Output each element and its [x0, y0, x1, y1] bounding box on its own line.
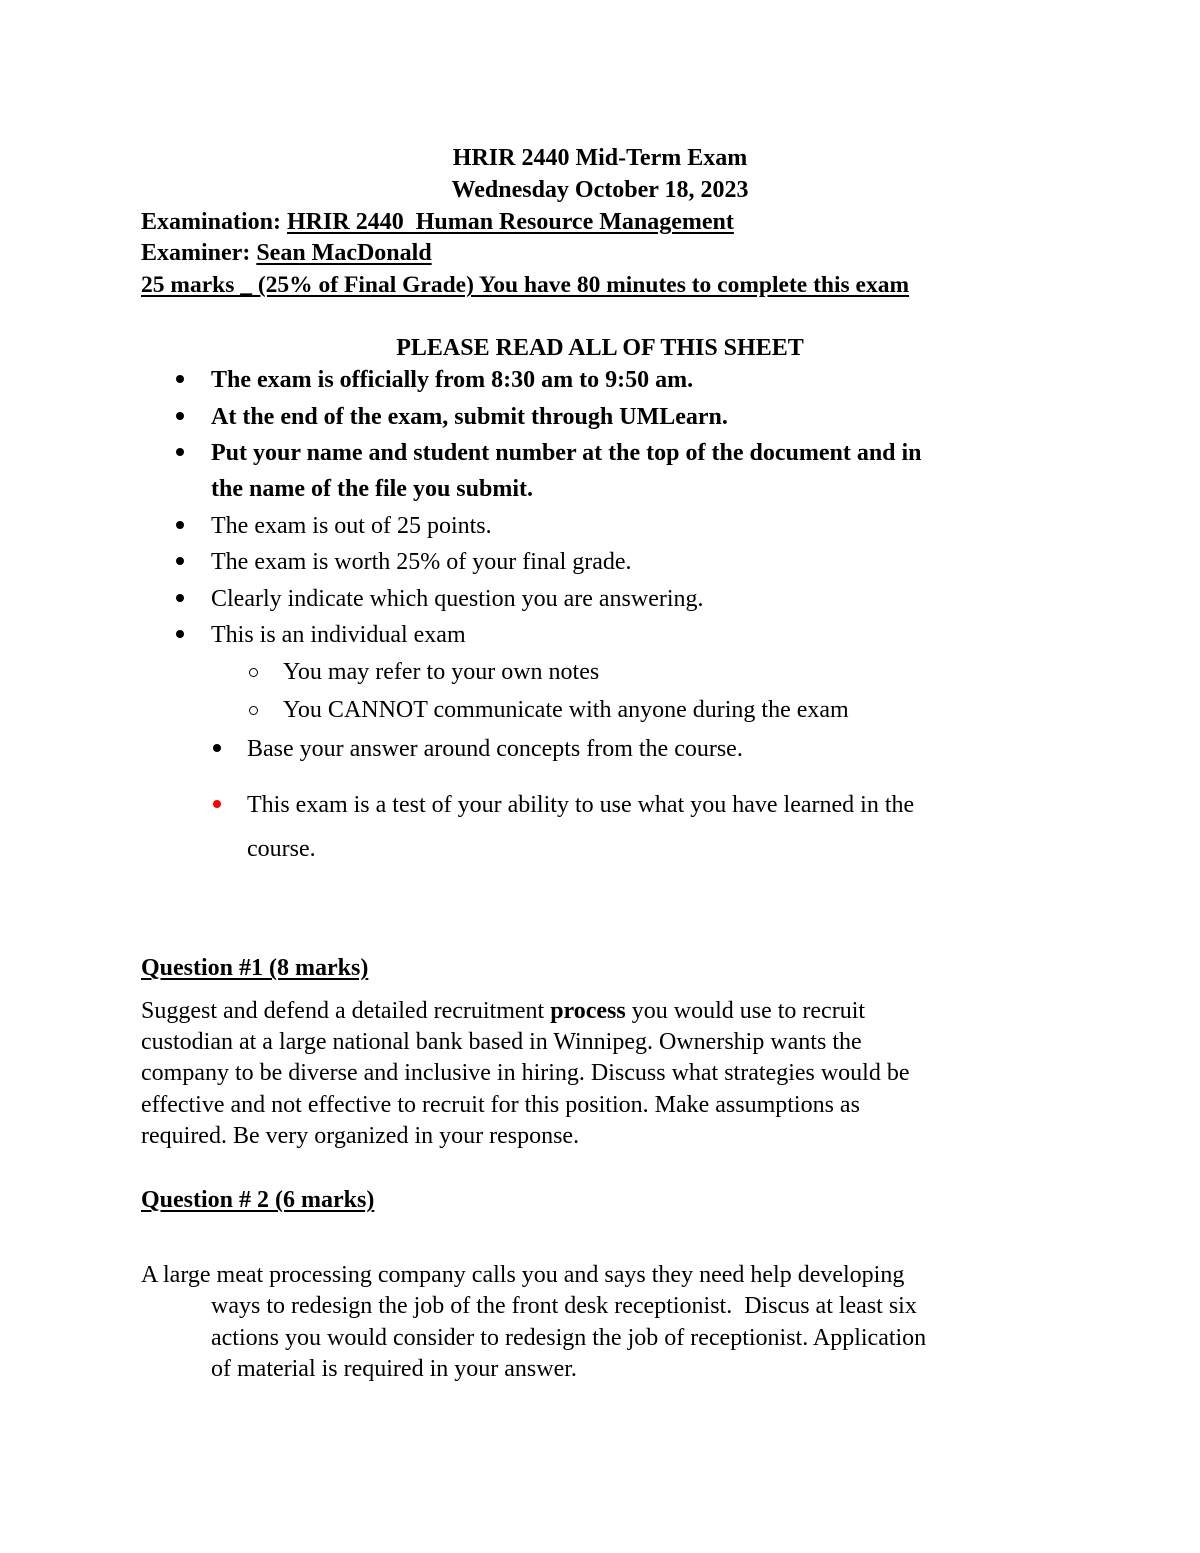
instruction-item: The exam is officially from 8:30 am to 9:50 am.	[211, 367, 694, 393]
bullet-icon	[176, 521, 184, 529]
instruction-item: The exam is out of 25 points.	[211, 513, 492, 539]
bullet-icon	[176, 448, 184, 456]
instruction-item: This is an individual exam	[211, 622, 466, 648]
instruction-sub-item: You CANNOT communicate with anyone during the exam	[283, 697, 849, 723]
instruction-item: At the end of the exam, submit through UMLearn.	[211, 404, 728, 430]
sub-bullet-icon	[249, 706, 258, 715]
question-2-heading: Question # 2 (6 marks)	[141, 1187, 375, 1213]
instruction-item: Base your answer around concepts from the course.	[247, 736, 743, 762]
question-1-text-line: required. Be very organized in your response.	[141, 1123, 580, 1149]
bullet-icon	[176, 630, 184, 638]
examiner-line	[141, 238, 432, 268]
instruction-item: The exam is worth 25% of your final grade.	[211, 549, 632, 575]
question-2-text-line: A large meat processing company calls you and says they need help developing	[141, 1262, 905, 1288]
red-bullet-icon	[213, 800, 221, 808]
question-1-text-line	[141, 996, 865, 1026]
exam-date: Wednesday October 18, 2023	[451, 177, 749, 203]
question-1-text-segment: you would use to recruit	[625, 998, 866, 1024]
bullet-icon	[176, 375, 184, 383]
sub-bullet-icon	[249, 668, 258, 677]
examiner-label: Examiner:	[141, 240, 251, 266]
marks-line: 25 marks _ (25% of Final Grade) You have 80 minutes to complete this exam	[141, 272, 910, 298]
question-2-text-line: actions you would consider to redesign the job of receptionist. Application	[211, 1325, 927, 1351]
question-2-text-line: of material is required in your answer.	[211, 1356, 577, 1382]
exam-title: HRIR 2440 Mid-Term Exam	[452, 145, 748, 171]
instructions-heading: PLEASE READ ALL OF THIS SHEET	[396, 335, 804, 361]
instruction-item: Put your name and student number at the top of the document and in	[211, 440, 922, 466]
instruction-item: Clearly indicate which question you are answering.	[211, 586, 704, 612]
question-1-text-line: effective and not effective to recruit for this position. Make assumptions as	[141, 1092, 860, 1118]
bullet-icon	[213, 744, 221, 752]
highlight-instruction-item: This exam is a test of your ability to use what you have learned in the	[247, 792, 915, 818]
bullet-icon	[176, 557, 184, 565]
question-1-heading: Question #1 (8 marks)	[141, 955, 369, 981]
question-2-text-line: ways to redesign the job of the front desk receptionist. Discus at least six	[211, 1293, 917, 1319]
highlight-instruction-continuation: course.	[247, 836, 316, 862]
examination-line	[141, 207, 734, 237]
examiner-value: Sean MacDonald	[256, 240, 432, 266]
instruction-item-continuation: the name of the file you submit.	[211, 476, 533, 502]
question-1-text-line: company to be diverse and inclusive in hiring. Discuss what strategies would be	[141, 1060, 910, 1086]
question-1-emphasis: process	[550, 998, 626, 1024]
question-1-text-segment: Suggest and defend a detailed recruitment	[141, 998, 551, 1024]
instruction-sub-item: You may refer to your own notes	[283, 659, 600, 685]
examination-value: HRIR 2440 Human Resource Management	[287, 209, 734, 235]
examination-label: Examination:	[141, 209, 282, 235]
question-1-text-line: custodian at a large national bank based in Winnipeg. Ownership wants the	[141, 1029, 862, 1055]
bullet-icon	[176, 412, 184, 420]
bullet-icon	[176, 594, 184, 602]
